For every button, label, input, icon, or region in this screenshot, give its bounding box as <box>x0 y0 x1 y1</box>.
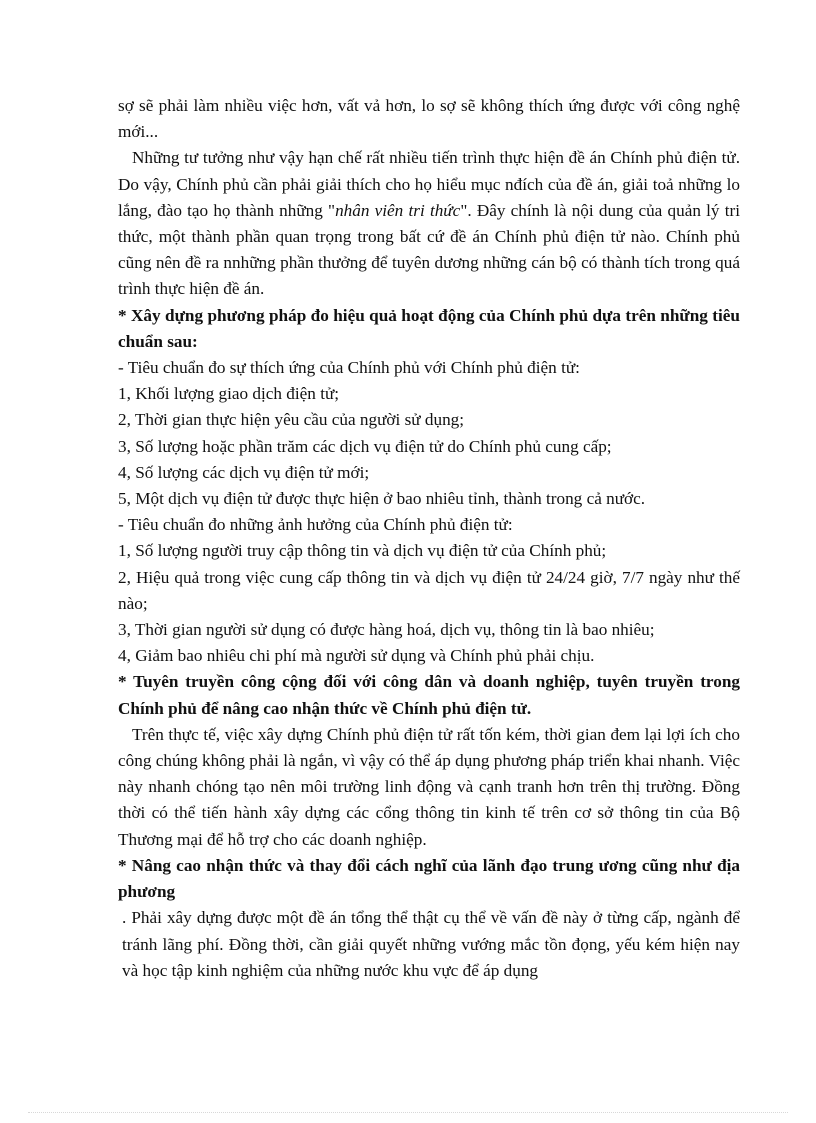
paragraph-mindset-italic: nhân viên tri thức <box>335 200 461 220</box>
document-page <box>118 93 740 984</box>
heading-leadership: * Nâng cao nhận thức và thay đổi cách nghĩ của lãnh đạo trung ương cũng như địa phương <box>118 855 740 902</box>
criteria-impact-item-4: 4, Giảm bao nhiêu chi phí mà người sử dụng và Chính phủ phải chịu. <box>118 646 595 666</box>
paragraph-mindset <box>118 145 740 302</box>
paragraph-mindset-text-1: Những tư tưởng như vậy hạn chế rất nhiều tiến trình thực hiện đề án Chính phủ điện tử. Do vậy, Chính phủ cần phải giải thích cho họ hiểu mục nđích của đề án, giải toả những lo lắng, đào tạo họ thành những " <box>118 148 740 220</box>
criteria-impact-item-2: 2, Hiệu quả trong việc cung cấp thông tin và dịch vụ điện tử 24/24 giờ, 7/7 ngày như thế nào; <box>118 567 740 613</box>
page-bottom-divider <box>28 1112 788 1113</box>
criteria-adaptation-item-3: 3, Số lượng hoặc phần trăm các dịch vụ điện tử do Chính phủ cung cấp; <box>118 436 612 456</box>
heading-measurement: * Xây dựng phương pháp đo hiệu quả hoạt động của Chính phủ dựa trên những tiêu chuẩn sau: <box>118 305 740 351</box>
paragraph-intro: sợ sẽ phải làm nhiều việc hơn, vất vả hơn, lo sợ sẽ không thích ứng được với công nghệ mới... <box>118 96 740 142</box>
criteria-adaptation-heading: - Tiêu chuẩn đo sự thích ứng của Chính phủ với Chính phủ điện tử: <box>118 358 580 378</box>
criteria-adaptation-item-5: 5, Một dịch vụ điện tử được thực hiện ở bao nhiêu tỉnh, thành trong cả nước. <box>118 489 646 509</box>
criteria-adaptation-item-1: 1, Khối lượng giao dịch điện tử; <box>118 384 340 404</box>
heading-public-awareness: * Tuyên truyền công cộng đối với công dân và doanh nghiệp, tuyên truyền trong Chính phủ để nâng cao nhận thức về Chính phủ điện tử. <box>118 672 740 718</box>
paragraph-mindset-text-2: ". Đây chính là nội dung của quản lý tri thức, một thành phần quan trọng trong bất cứ đề án Chính phủ điện tử nào. Chính phủ cũng nên đề ra nnhững phần thưởng để tuyên dương những cán bộ có thành tích trong quá trình thực hiện đề án. <box>118 200 740 299</box>
criteria-impact-item-3: 3, Thời gian người sử dụng có được hàng hoá, dịch vụ, thông tin là bao nhiêu; <box>118 620 655 640</box>
paragraph-plan: . Phải xây dựng được một đề án tổng thể thật cụ thể về vấn đề này ở từng cấp, ngành để tránh lãng phí. Đồng thời, cần giải quyết những vướng mắc tồn đọng, yếu kém hiện nay và học tập kinh nghiệm của những nước khu vực để áp dụng <box>122 908 740 980</box>
criteria-adaptation-item-4: 4, Số lượng các dịch vụ điện tử mới; <box>118 462 370 482</box>
criteria-adaptation-item-2: 2, Thời gian thực hiện yêu cầu của người sử dụng; <box>118 410 465 430</box>
criteria-impact-item-1: 1, Số lượng người truy cập thông tin và dịch vụ điện tử của Chính phủ; <box>118 541 607 561</box>
criteria-impact-heading: - Tiêu chuẩn đo những ảnh hưởng của Chính phủ điện tử: <box>118 515 513 535</box>
paragraph-cost: Trên thực tế, việc xây dựng Chính phủ điện tử rất tốn kém, thời gian đem lại lợi ích cho công chúng không phải là ngắn, vì vậy có thể áp dụng phương pháp triển khai nhanh. Việc này nhanh chóng tạo nên môi trường linh động và cạnh tranh hơn trên thị trường. Đồng thời có thể tiến hành xây dựng các cổng thông tin kinh tế trên cơ sở thông tin của Bộ Thương mại để hỗ trợ cho các doanh nghiệp. <box>118 724 740 849</box>
